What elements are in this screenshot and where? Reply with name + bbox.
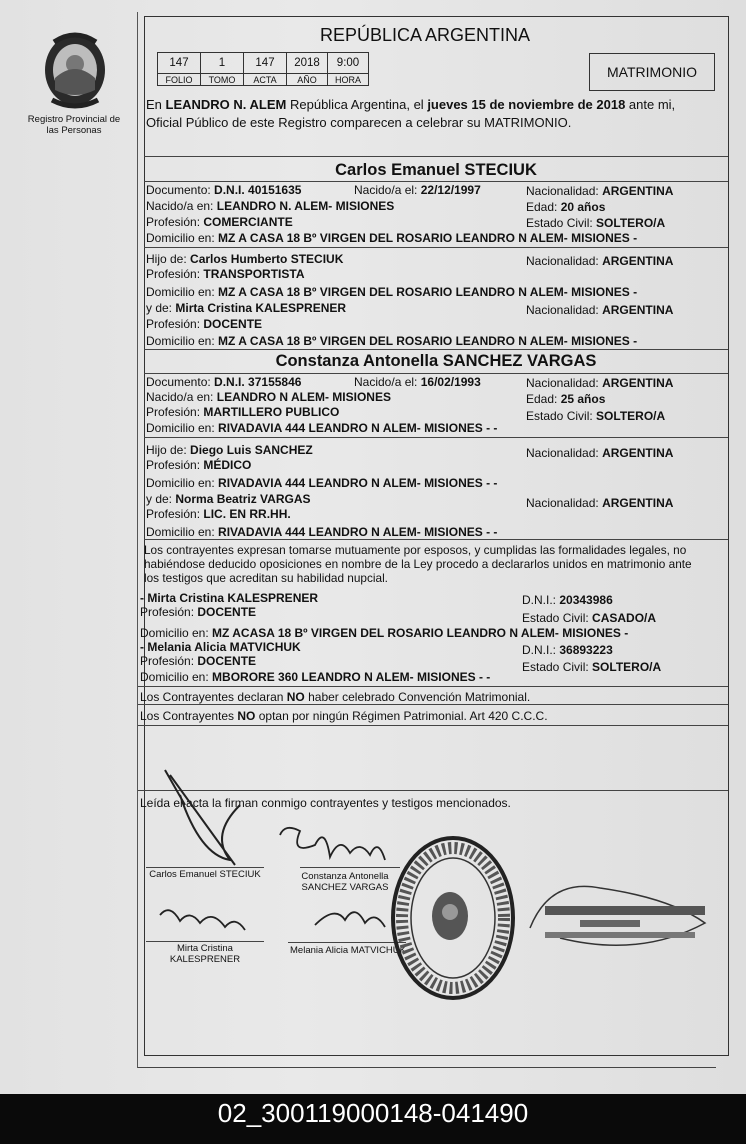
country-title: REPÚBLICA ARGENTINA — [320, 25, 531, 45]
label: Nacido/a el: — [354, 183, 418, 197]
record-box — [157, 52, 369, 86]
spouse2-doc — [146, 375, 301, 389]
label: Nacionalidad: — [526, 254, 599, 268]
divider — [144, 437, 728, 438]
label: Nacido/a en: — [146, 199, 214, 213]
witness1-addr — [140, 626, 628, 640]
signature-witness2: Melania Alicia MATVICHUK — [290, 945, 406, 956]
label: Profesión: — [146, 215, 201, 229]
text: NO — [237, 709, 256, 723]
signature-witness1-line2: KALESPRENER — [169, 954, 241, 965]
value: 25 años — [560, 392, 606, 406]
label: y de: — [146, 301, 173, 315]
label: Domicilio en: — [146, 476, 215, 490]
spouse1-mother-nat — [526, 303, 673, 317]
value: Diego Luis SANCHEZ — [190, 443, 313, 457]
label: Profesión: — [146, 405, 201, 419]
divider — [144, 181, 728, 182]
value: ARGENTINA — [602, 496, 674, 510]
convention-note — [140, 690, 530, 704]
spouse2-mother-addr — [146, 525, 497, 539]
label: Edad: — [526, 392, 558, 406]
province-logo — [40, 30, 110, 110]
spouse1-civil — [526, 216, 665, 230]
divider — [144, 349, 728, 350]
label: Nacido/a el: — [354, 375, 418, 389]
spouse1-birthplace — [146, 199, 394, 213]
act-type-box: MATRIMONIO — [589, 53, 715, 91]
label: Profesión: — [146, 458, 201, 472]
value: TRANSPORTISTA — [203, 267, 305, 281]
label: Documento: — [146, 375, 211, 389]
value: MZ A CASA 18 Bº VIRGEN DEL ROSARIO LEANDRO N ALEM- MISIONES - — [218, 285, 638, 299]
declaration-line-3: los testigos que acreditan su habilidad nupcial. — [144, 571, 388, 585]
value: MÉDICO — [203, 458, 252, 472]
document-code: 02_300119000148-041490 — [0, 1094, 746, 1144]
divider — [138, 704, 728, 705]
closing-statement: Leída el acta la firman conmigo contrayentes y testigos mencionados. — [140, 796, 511, 810]
witness2-name: - Melania Alicia MATVICHUK — [140, 640, 301, 654]
intro-line-1 — [146, 98, 675, 112]
spouse2-father-prof — [146, 458, 251, 472]
signature-line — [146, 867, 264, 868]
label: Profesión: — [146, 507, 201, 521]
value: Mirta Cristina KALESPRENER — [175, 301, 347, 315]
value: 22/12/1997 — [420, 183, 481, 197]
spouse1-father-nat — [526, 254, 673, 268]
label: Documento: — [146, 183, 211, 197]
label: Domicilio en: — [140, 626, 209, 640]
label: Estado Civil: — [522, 611, 589, 625]
value: SOLTERO/A — [596, 409, 666, 423]
witness1-civil — [522, 611, 656, 625]
spouse1-mother-prof — [146, 317, 262, 331]
official-seal — [388, 832, 518, 1004]
spouse1-dob — [354, 183, 481, 197]
divider — [138, 725, 728, 726]
spouse1-father — [146, 252, 343, 266]
witness2-civil — [522, 660, 661, 674]
divider — [144, 247, 728, 248]
intro-place: LEANDRO N. ALEM — [165, 97, 287, 112]
year-label: AÑO — [287, 74, 328, 86]
label: Nacionalidad: — [526, 303, 599, 317]
value: ARGENTINA — [602, 376, 674, 390]
divider — [138, 1067, 716, 1068]
signature-witness1-line1: Mirta Cristina — [177, 943, 233, 954]
value: CASADO/A — [592, 611, 657, 625]
value: 20343986 — [559, 593, 613, 607]
hour-label: HORA — [328, 74, 369, 86]
label: Domicilio en: — [140, 670, 209, 684]
value: D.N.I. 37155846 — [214, 375, 302, 389]
value: LEANDRO N. ALEM- MISIONES — [216, 199, 395, 213]
spouse1-age — [526, 200, 605, 214]
value: DOCENTE — [197, 605, 257, 619]
label: y de: — [146, 492, 173, 506]
label: Hijo de: — [146, 443, 187, 457]
signature-spouse2-line2: SANCHEZ VARGAS — [301, 882, 389, 893]
value: DOCENTE — [197, 654, 257, 668]
declaration-line-2: habiéndose deducido oposiciones en nombre de la Ley procedo a declararlos unidos en matrimonio ante — [144, 557, 692, 571]
spouse2-prof — [146, 405, 339, 419]
intro-line-2: Oficial Público de este Registro comparecen a celebrar su MATRIMONIO. — [146, 115, 572, 130]
witness2-prof — [140, 654, 256, 668]
intro-text: ante mi, — [625, 97, 676, 112]
value: SOLTERO/A — [596, 216, 666, 230]
folio-label: FOLIO — [158, 74, 201, 86]
spouse2-father — [146, 443, 313, 457]
spouse2-father-addr — [146, 476, 497, 490]
value: DOCENTE — [203, 317, 263, 331]
acta-label: ACTA — [244, 74, 287, 86]
witness2-dni — [522, 643, 613, 657]
label: Estado Civil: — [526, 409, 593, 423]
signature-spouse1: Carlos Emanuel STECIUK — [149, 869, 261, 880]
label: Profesión: — [146, 317, 201, 331]
tomo-value: 1 — [201, 53, 244, 74]
spouse1-father-addr — [146, 285, 637, 299]
label: Domicilio en: — [146, 334, 215, 348]
value: RIVADAVIA 444 LEANDRO N ALEM- MISIONES - - — [218, 476, 498, 490]
value: MBORORE 360 LEANDRO N ALEM- MISIONES - - — [212, 670, 491, 684]
label: Domicilio en: — [146, 231, 215, 245]
text: Los Contrayentes declaran — [140, 690, 287, 704]
label: Domicilio en: — [146, 525, 215, 539]
label: Nacionalidad: — [526, 446, 599, 460]
intro-text: República Argentina, el — [286, 97, 428, 112]
declaration-line-1: Los contrayentes expresan tomarse mutuamente por esposos, y cumplidas las formalidades legales, no — [144, 543, 687, 557]
value: MZ ACASA 18 Bº VIRGEN DEL ROSARIO LEANDRO N ALEM- MISIONES - — [212, 626, 629, 640]
value: RIVADAVIA 444 LEANDRO N ALEM- MISIONES - - — [218, 421, 498, 435]
label: Estado Civil: — [522, 660, 589, 674]
value: MZ A CASA 18 Bº VIRGEN DEL ROSARIO LEANDRO N ALEM- MISIONES - — [218, 334, 638, 348]
witness1-name: - Mirta Cristina KALESPRENER — [140, 591, 319, 605]
spouse1-name: Carlos Emanuel STECIUK — [335, 161, 537, 179]
text: Los Contrayentes — [140, 709, 238, 723]
label: Nacido/a en: — [146, 390, 214, 404]
value: RIVADAVIA 444 LEANDRO N ALEM- MISIONES - - — [218, 525, 498, 539]
spouse1-prof — [146, 215, 293, 229]
divider — [144, 373, 728, 374]
value: MZ A CASA 18 Bº VIRGEN DEL ROSARIO LEANDRO N ALEM- MISIONES - — [218, 231, 638, 245]
value: 16/02/1993 — [420, 375, 481, 389]
registry-label: Registro Provincial de las Personas — [27, 114, 121, 136]
label: Hijo de: — [146, 252, 187, 266]
hour-value: 9:00 — [328, 53, 369, 74]
label: Nacionalidad: — [526, 496, 599, 510]
officer-signature-stamp — [520, 868, 720, 968]
value: LIC. EN RR.HH. — [203, 507, 291, 521]
spouse2-addr — [146, 421, 497, 435]
intro-date: jueves 15 de noviembre de 2018 — [427, 97, 626, 112]
year-value: 2018 — [287, 53, 328, 74]
spouse1-mother-addr — [146, 334, 637, 348]
regime-note — [140, 709, 548, 723]
spouse2-father-nat — [526, 446, 673, 460]
label: Estado Civil: — [526, 216, 593, 230]
witness1-dni — [522, 593, 613, 607]
spouse2-mother-prof — [146, 507, 291, 521]
value: 20 años — [560, 200, 606, 214]
label: Domicilio en: — [146, 285, 215, 299]
tomo-label: TOMO — [201, 74, 244, 86]
spouse1-father-prof — [146, 267, 304, 281]
spouse2-age — [526, 392, 605, 406]
spouse1-nat — [526, 184, 673, 198]
label: D.N.I.: — [522, 643, 557, 657]
label: Nacionalidad: — [526, 376, 599, 390]
value: MARTILLERO PUBLICO — [203, 405, 340, 419]
label: D.N.I.: — [522, 593, 557, 607]
divider — [144, 156, 728, 157]
value: 36893223 — [559, 643, 613, 657]
signature-spouse2-line1: Constanza Antonella — [301, 871, 389, 882]
spouse2-birthplace — [146, 390, 391, 404]
value: ARGENTINA — [602, 184, 674, 198]
value: ARGENTINA — [602, 303, 674, 317]
acta-value: 147 — [244, 53, 287, 74]
intro-text: En — [146, 97, 166, 112]
value: D.N.I. 40151635 — [214, 183, 302, 197]
text: NO — [286, 690, 305, 704]
value: ARGENTINA — [602, 446, 674, 460]
spouse1-addr — [146, 231, 637, 245]
margin-line — [137, 12, 138, 1068]
folio-value: 147 — [158, 53, 201, 74]
value: LEANDRO N ALEM- MISIONES — [216, 390, 391, 404]
label: Profesión: — [146, 267, 201, 281]
value: ARGENTINA — [602, 254, 674, 268]
divider — [144, 539, 728, 540]
spouse2-mother-nat — [526, 496, 673, 510]
signature-line — [300, 867, 400, 868]
label: Profesión: — [140, 654, 195, 668]
spouse2-name: Constanza Antonella SANCHEZ VARGAS — [275, 352, 597, 370]
text: optan por ningún Régimen Patrimonial. Art 420 C.C.C. — [255, 709, 548, 723]
text: haber celebrado Convención Matrimonial. — [304, 690, 531, 704]
spouse2-dob — [354, 375, 481, 389]
label: Domicilio en: — [146, 421, 215, 435]
label: Profesión: — [140, 605, 195, 619]
label: Edad: — [526, 200, 558, 214]
spouse2-civil — [526, 409, 665, 423]
value: Carlos Humberto STECIUK — [190, 252, 344, 266]
label: Nacionalidad: — [526, 184, 599, 198]
value: COMERCIANTE — [203, 215, 293, 229]
spouse1-mother — [146, 301, 346, 315]
value: Norma Beatriz VARGAS — [175, 492, 311, 506]
spouse2-mother — [146, 492, 311, 506]
witness1-prof — [140, 605, 256, 619]
divider — [138, 686, 728, 687]
signature-line — [146, 941, 264, 942]
witness2-addr — [140, 670, 490, 684]
value: SOLTERO/A — [592, 660, 662, 674]
spouse1-doc — [146, 183, 301, 197]
spouse2-nat — [526, 376, 673, 390]
